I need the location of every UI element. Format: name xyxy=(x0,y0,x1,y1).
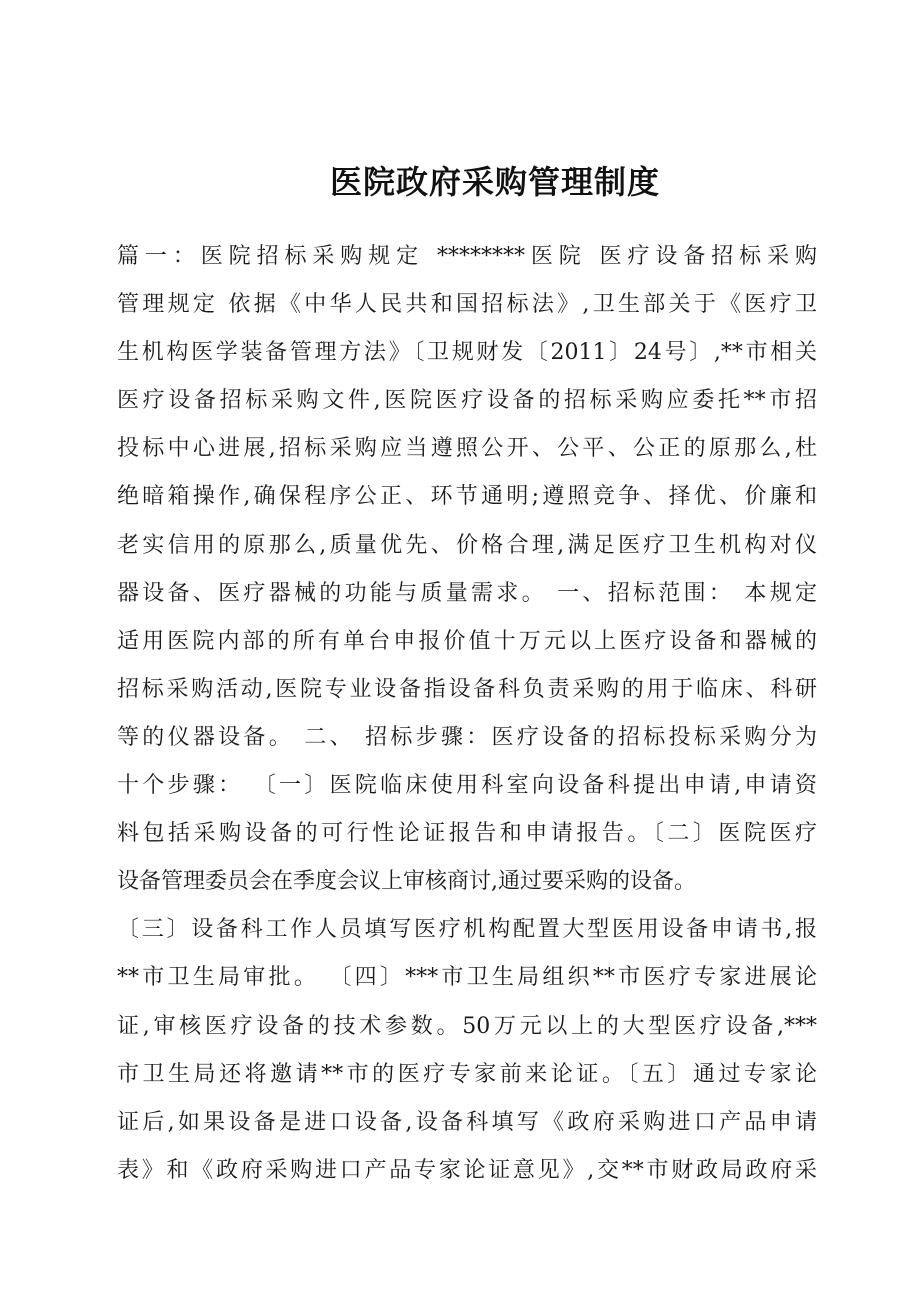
body-line: 〔三〕设备科工作人员填写医疗机构配置大型医用设备申请书,报 xyxy=(117,917,817,943)
body-line: 证后,如果设备是进口设备,设备科填写《政府采购进口产品申请 xyxy=(117,1109,817,1135)
body-line: 适用医院内部的所有单台申报价值十万元以上医疗设备和器械的 xyxy=(117,628,817,654)
body-line: 医疗设备招标采购文件,医院医疗设备的招标采购应委托**市招 xyxy=(117,388,817,414)
body-line: 料包括采购设备的可行性论证报告和申请报告。〔二〕医院医疗 xyxy=(117,821,817,847)
document-body xyxy=(117,233,817,1195)
body-line: 绝暗箱操作,确保程序公正、环节通明;遵照竞争、择优、价廉和 xyxy=(117,484,817,510)
body-line: 篇一：医院招标采购规定 ********医院 医疗设备招标采购 xyxy=(117,244,817,269)
body-line: 管理规定 依据《中华人民共和国招标法》,卫生部关于《医疗卫 xyxy=(117,292,817,318)
body-line: 表》和《政府采购进口产品专家论证意见》,交**市财政局政府采 xyxy=(117,1157,817,1183)
body-line: 证,审核医疗设备的技术参数。50万元以上的大型医疗设备,*** xyxy=(117,1013,817,1039)
body-line: 设备管理委员会在季度会议上审核商讨,通过要采购的设备。 xyxy=(117,869,696,895)
body-line: 等的仪器设备。 二、 招标步骤：医疗设备的招标投标采购分为 xyxy=(117,724,817,750)
body-line: 老实信用的原那么,质量优先、价格合理,满足医疗卫生机构对仪 xyxy=(117,532,817,558)
body-line: 招标采购活动,医院专业设备指设备科负责采购的用于临床、科研 xyxy=(117,676,817,702)
body-line: 器设备、医疗器械的功能与质量需求。 一、招标范围： 本规定 xyxy=(117,580,817,606)
body-line: 十个步骤： 〔一〕医院临床使用科室向设备科提出申请,申请资 xyxy=(117,773,817,799)
document-title: 医院政府采购管理制度 xyxy=(329,163,660,201)
body-line: 生机构医学装备管理方法》〔卫规财发〔2011〕24号〕,**市相关 xyxy=(117,340,817,366)
body-line: **市卫生局审批。 〔四〕***市卫生局组织**市医疗专家进展论 xyxy=(117,965,817,991)
body-line: 投标中心进展,招标采购应当遵照公开、公平、公正的原那么,杜 xyxy=(117,436,817,462)
body-line: 市卫生局还将邀请**市的医疗专家前来论证。〔五〕通过专家论 xyxy=(117,1061,817,1087)
